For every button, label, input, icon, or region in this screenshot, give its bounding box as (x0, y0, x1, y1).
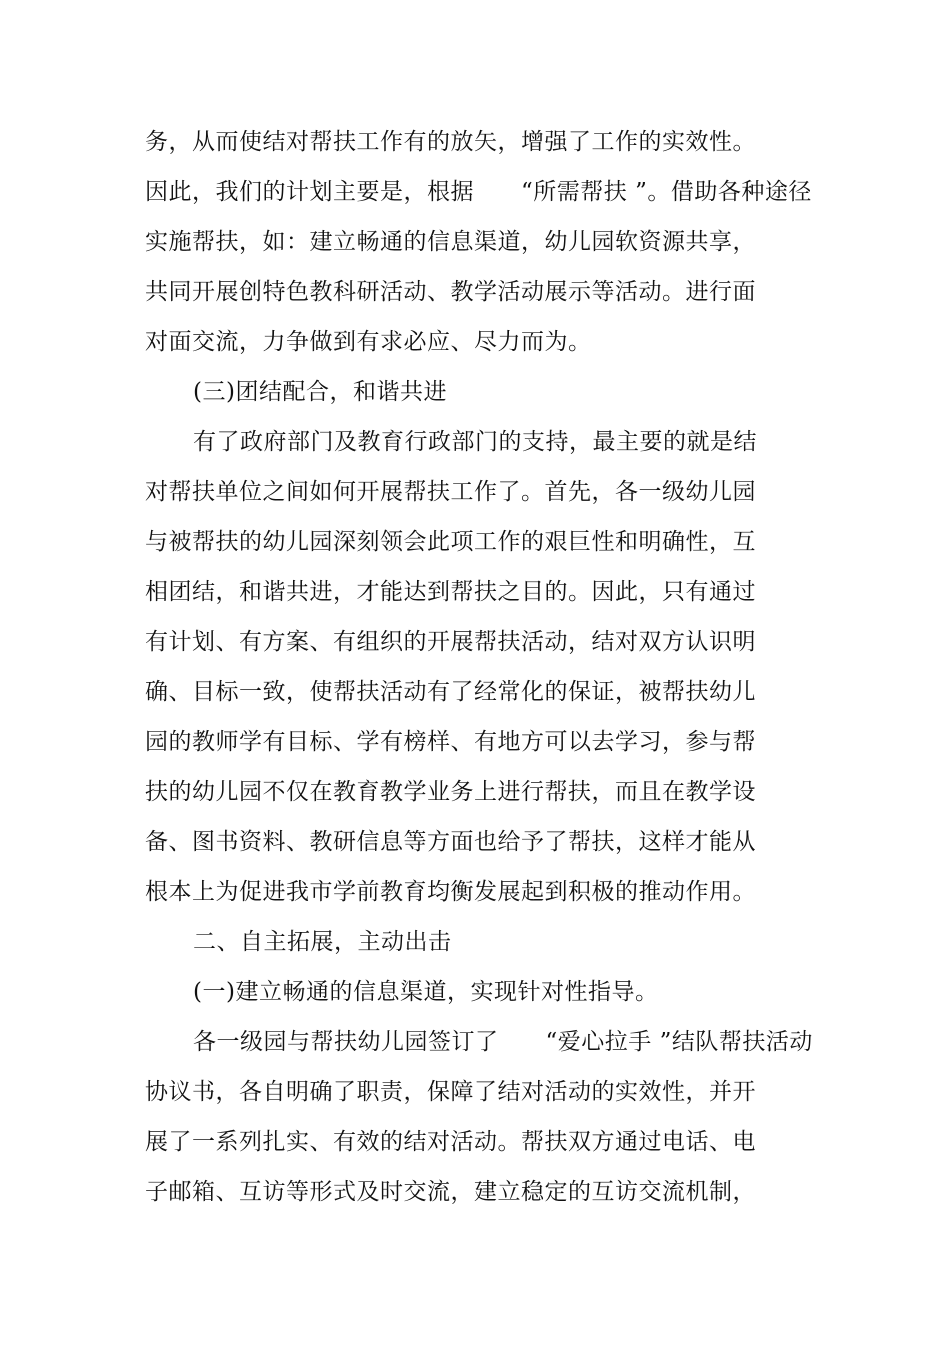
text-line: 对帮扶单位之间如何开展帮扶工作了。首先，各一级幼儿园 (145, 479, 756, 505)
text-line: 子邮箱、互访等形式及时交流，建立稳定的互访交流机制， (145, 1179, 756, 1205)
text-line: 园的教师学有目标、学有榜样、有地方可以去学习，参与帮 (145, 729, 756, 755)
text-line: 有计划、有方案、有组织的开展帮扶活动，结对双方认识明 (145, 629, 756, 655)
text-line: 扶的幼儿园不仅在教育教学业务上进行帮扶，而且在教学设 (145, 779, 756, 805)
section-heading: (三)团结配合，和谐共进 (193, 379, 447, 405)
section-heading: (一)建立畅通的信息渠道，实现针对性指导。 (193, 979, 659, 1005)
text-line: 有了政府部门及教育行政部门的支持，最主要的就是结 (193, 429, 757, 455)
text-line: 与被帮扶的幼儿园深刻领会此项工作的艰巨性和明确性，互 (145, 529, 756, 555)
text-line: 根本上为促进我市学前教育均衡发展起到积极的推动作用。 (145, 879, 756, 905)
section-heading: 二、自主拓展，主动出击 (193, 929, 452, 955)
text-line: 因此，我们的计划主要是，根据 “所需帮扶 ”。借助各种途径 (145, 179, 812, 205)
text-line: 务，从而使结对帮扶工作有的放矢，增强了工作的实效性。 (145, 129, 756, 155)
text-line: 相团结，和谐共进，才能达到帮扶之目的。因此，只有通过 (145, 579, 756, 605)
text-line: 备、图书资料、教研信息等方面也给予了帮扶，这样才能从 (145, 829, 756, 855)
text-line: 展了一系列扎实、有效的结对活动。帮扶双方通过电话、电 (145, 1129, 756, 1155)
text-line: 协议书，各自明确了职责，保障了结对活动的实效性，并开 (145, 1079, 756, 1105)
text-line: 确、目标一致，使帮扶活动有了经常化的保证，被帮扶幼儿 (145, 679, 756, 705)
text-line: 共同开展创特色教科研活动、教学活动展示等活动。进行面 (145, 279, 756, 305)
text-line: 实施帮扶，如：建立畅通的信息渠道，幼儿园软资源共享， (145, 229, 756, 255)
text-line: 各一级园与帮扶幼儿园签订了 “爱心拉手 ”结队帮扶活动 (193, 1029, 813, 1055)
text-line: 对面交流，力争做到有求必应、尽力而为。 (145, 329, 592, 355)
